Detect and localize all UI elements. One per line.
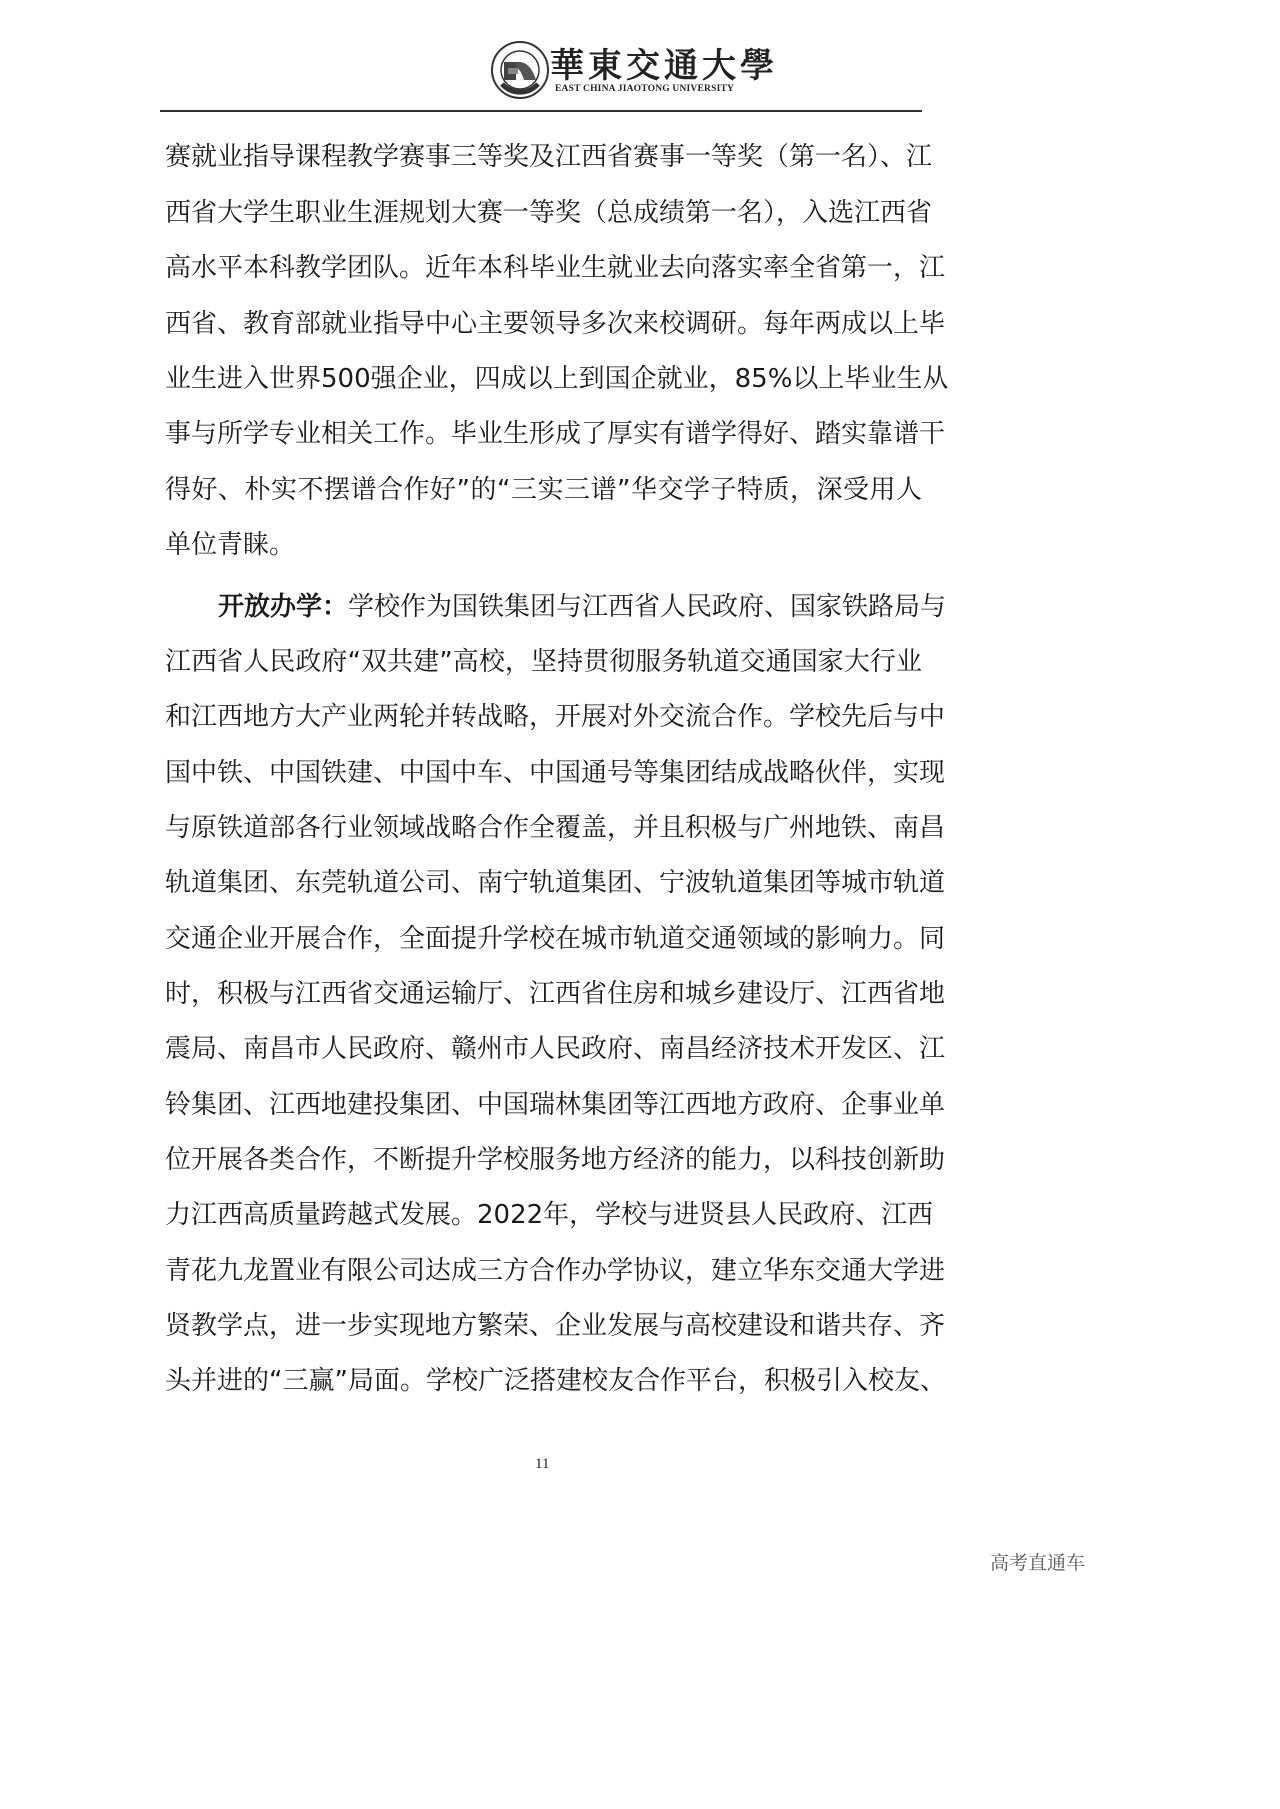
text-line: 头并进的“三赢”局面。学校广泛搭建校友合作平台，积极引入校友、	[165, 1366, 946, 1396]
text-line: 业生进入世界500强企业，四成以上到国企就业，85%以上毕业生从	[165, 364, 949, 394]
text-line: 轨道集团、东莞轨道公司、南宁轨道集团、宁波轨道集团等城市轨道	[165, 868, 946, 898]
university-name-en: EAST CHINA JIAOTONG UNIVERSITY	[555, 84, 735, 94]
text-line: 铃集团、江西地建投集团、中国瑞林集团等江西地方政府、企事业单	[165, 1090, 946, 1120]
university-seal-logo	[490, 40, 550, 100]
text-line: 事与所学专业相关工作。毕业生形成了厚实有谱学得好、踏实靠谱干	[165, 419, 946, 449]
text-line: 交通企业开展合作，全面提升学校在城市轨道交通领域的影响力。同	[165, 924, 946, 954]
text-line: 青花九龙置业有限公司达成三方合作办学协议，建立华东交通大学进	[165, 1256, 946, 1286]
text-line: 高水平本科教学团队。近年本科毕业生就业去向落实率全省第一，江	[165, 253, 946, 283]
text-line: 震局、南昌市人民政府、赣州市人民政府、南昌经济技术开发区、江	[165, 1034, 946, 1064]
text-line: 赛就业指导课程教学赛事三等奖及江西省赛事一等奖（第一名）、江	[165, 142, 933, 172]
text-line: 得好、朴实不摆谱合作好”的“三实三谱”华交学子特质，深受用人	[165, 475, 922, 505]
text-line: 位开展各类合作，不断提升学校服务地方经济的能力，以科技创新助	[165, 1145, 946, 1175]
section-heading: 开放办学：	[218, 592, 349, 622]
text-line: 时，积极与江西省交通运输厅、江西省住房和城乡建设厅、江西省地	[165, 979, 946, 1009]
page-header	[160, 0, 922, 112]
text-line: 贤教学点，进一步实现地方繁荣、企业发展与高校建设和谐共存、齐	[165, 1311, 946, 1341]
text-line: 与原铁道部各行业领域战略合作全覆盖，并且积极与广州地铁、南昌	[165, 813, 946, 843]
university-name-cn: 華東交通大學	[550, 46, 778, 86]
text-line: 单位青睐。	[165, 530, 296, 560]
text-line: 力江西高质量跨越式发展。2022年，学校与进贤县人民政府、江西	[165, 1200, 934, 1230]
page-number: 11	[535, 1456, 550, 1472]
text-line: 国中铁、中国铁建、中国中车、中国通号等集团结成战略伙伴，实现	[165, 758, 946, 788]
text-span: 学校作为国铁集团与江西省人民政府、国家铁路局与	[348, 592, 947, 622]
text-line: 江西省人民政府“双共建”高校，坚持贯彻服务轨道交通国家大行业	[165, 647, 922, 677]
watermark: 高考直通车	[990, 1552, 1086, 1574]
text-line: 西省大学生职业生涯规划大赛一等奖（总成绩第一名），入选江西省	[165, 198, 933, 228]
text-line: 和江西地方大产业两轮并转战略，开展对外交流合作。学校先后与中	[165, 702, 946, 732]
text-line	[218, 590, 947, 624]
text-line: 西省、教育部就业指导中心主要领导多次来校调研。每年两成以上毕	[165, 309, 946, 339]
